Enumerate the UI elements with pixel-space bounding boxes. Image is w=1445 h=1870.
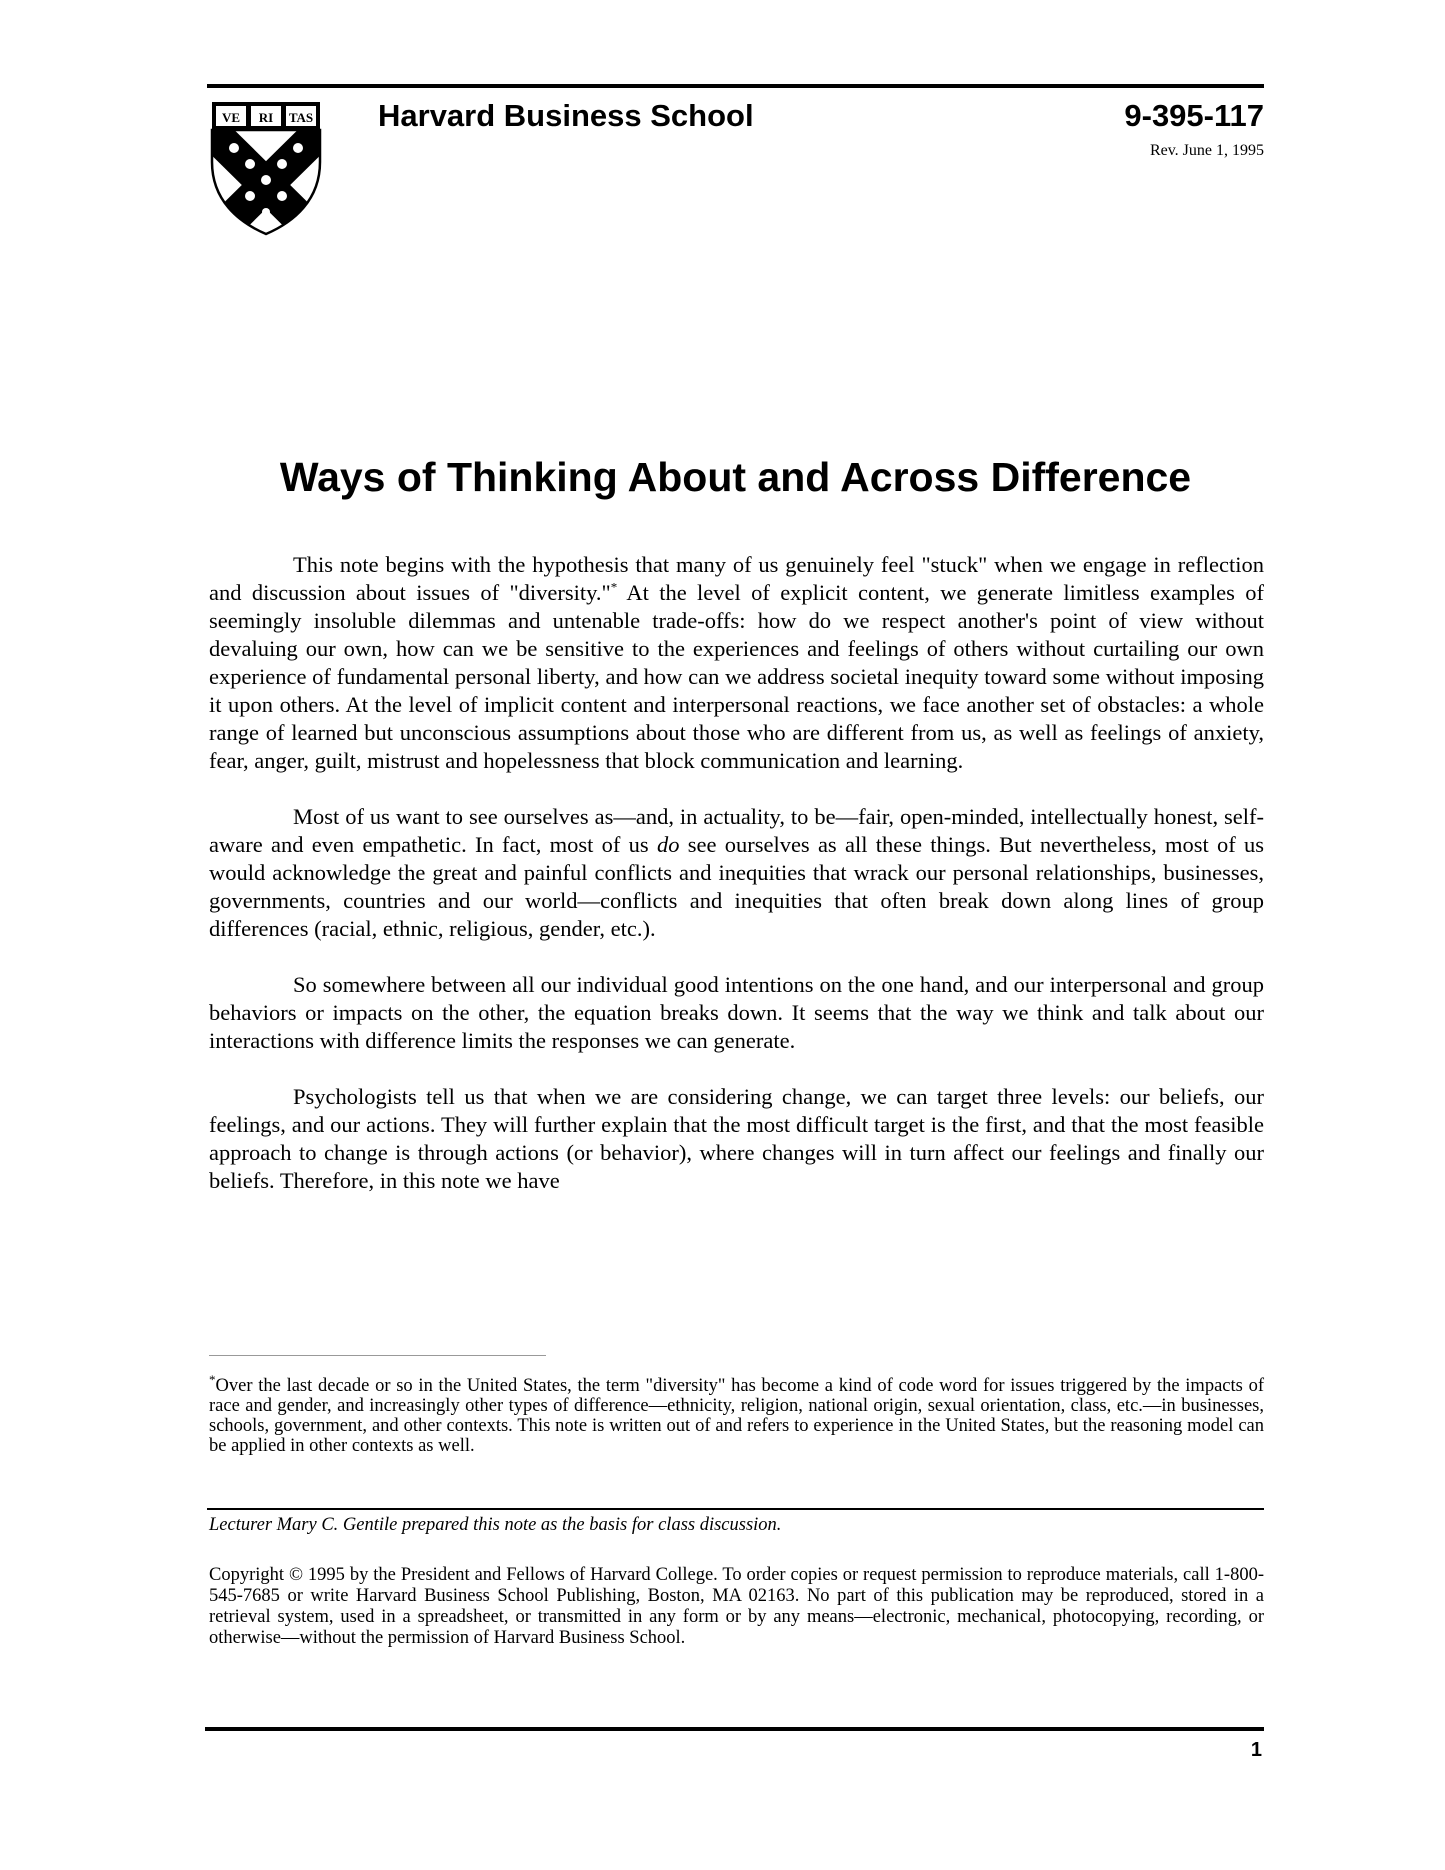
emphasis-do: do xyxy=(656,832,680,857)
header-rule xyxy=(207,84,1264,88)
footer-rule xyxy=(205,1727,1264,1731)
harvard-veritas-shield-icon xyxy=(210,100,322,236)
body-text xyxy=(209,551,1264,1195)
school-name: Harvard Business School xyxy=(378,98,754,133)
copyright-notice: Copyright © 1995 by the President and Fellows of Harvard College. To order copies or request permission to reproduce materials, call 1-800-545-7685 or write Harvard Business School Publishing, Boston, MA 02163. No part of this publication may be reproduced, stored in a retrieval system, used in a spreadsheet, or transmitted in any form or by any means—electronic, mechanical, photocopying, recording, or otherwise—without the permission of Harvard Business School. xyxy=(209,1565,1264,1648)
footnote-text: Over the last decade or so in the United States, the term "diversity" has become a kind of code word for issues triggered by the impacts of race and gender, and increasingly other types of difference—ethnicity, religion, national origin, sexual orientation, class, etc.—in businesses, schools, government, and other contexts. This note is written out of and refers to experience in the United States, but the reasoning model can be applied in other contexts as well. xyxy=(209,1376,1264,1456)
paragraph-2 xyxy=(209,803,1264,943)
document-number: 9-395-117 xyxy=(1124,98,1264,133)
footnote-divider xyxy=(209,1355,546,1356)
paragraph-2-text-a: Most of us want to see ourselves as—and, in actuality, to be—fair, open-minded, intellectually honest, self-aware and even empathetic. In fact, most of us xyxy=(209,804,1264,857)
paragraph-2-text-b: see ourselves as all these things. But nevertheless, most of us would acknowledge the great and painful conflicts and inequities that wrack our personal relationships, businesses, governments, countries and our world—conflicts and inequities that often break down along lines of group differences (racial, ethnic, religious, gender, etc.). xyxy=(209,832,1264,941)
paragraph-1-text-b: At the level of explicit content, we generate limitless examples of seemingly insoluble dilemmas and untenable trade-offs: how do we respect another's point of view without devaluing our own, how can we be sensitive to the experiences and feelings of others without curtailing our own experience of fundamental personal liberty, and how can we address societal inequity toward some without imposing it upon others. At the level of implicit content and interpersonal reactions, we face another set of obstacles: a whole range of learned but unconscious assumptions about those who are different from us, as well as feelings of anxiety, fear, anger, guilt, mistrust and hopelessness that block communication and learning. xyxy=(209,580,1264,773)
prepared-by-note: Lecturer Mary C. Gentile prepared this note as the basis for class discussion. xyxy=(209,1515,782,1535)
svg-text:VE: VE xyxy=(221,110,241,125)
footnote-mark: * xyxy=(209,1371,216,1387)
footnote xyxy=(209,1371,1264,1456)
document-title: Ways of Thinking About and Across Difference xyxy=(279,454,1192,500)
paragraph-4: Psychologists tell us that when we are considering change, we can target three levels: our beliefs, our feelings, and our actions. They will further explain that the most difficult target is the first, and that the most feasible approach to change is through actions (or behavior), where changes will in turn affect our feelings and finally our beliefs. Therefore, in this note we have xyxy=(209,1084,1264,1193)
svg-text:TAS: TAS xyxy=(288,110,314,125)
prepared-by-rule xyxy=(207,1508,1264,1510)
paragraph-3: So somewhere between all our individual good intentions on the one hand, and our interpersonal and group behaviors or impacts on the other, the equation breaks down. It seems that the way we think and talk about our interactions with difference limits the responses we can generate. xyxy=(209,972,1264,1053)
footnote-reference: * xyxy=(610,579,618,595)
page-number: 1 xyxy=(1250,1739,1262,1761)
paragraph-1-text-a: This note begins with the hypothesis that many of us genuinely feel "stuck" when we engage in reflection and discussion about issues of "diversity." xyxy=(209,552,1264,605)
svg-text:RI: RI xyxy=(258,110,274,125)
revision-date: Rev. June 1, 1995 xyxy=(1149,142,1264,159)
paragraph-1 xyxy=(209,551,1264,775)
